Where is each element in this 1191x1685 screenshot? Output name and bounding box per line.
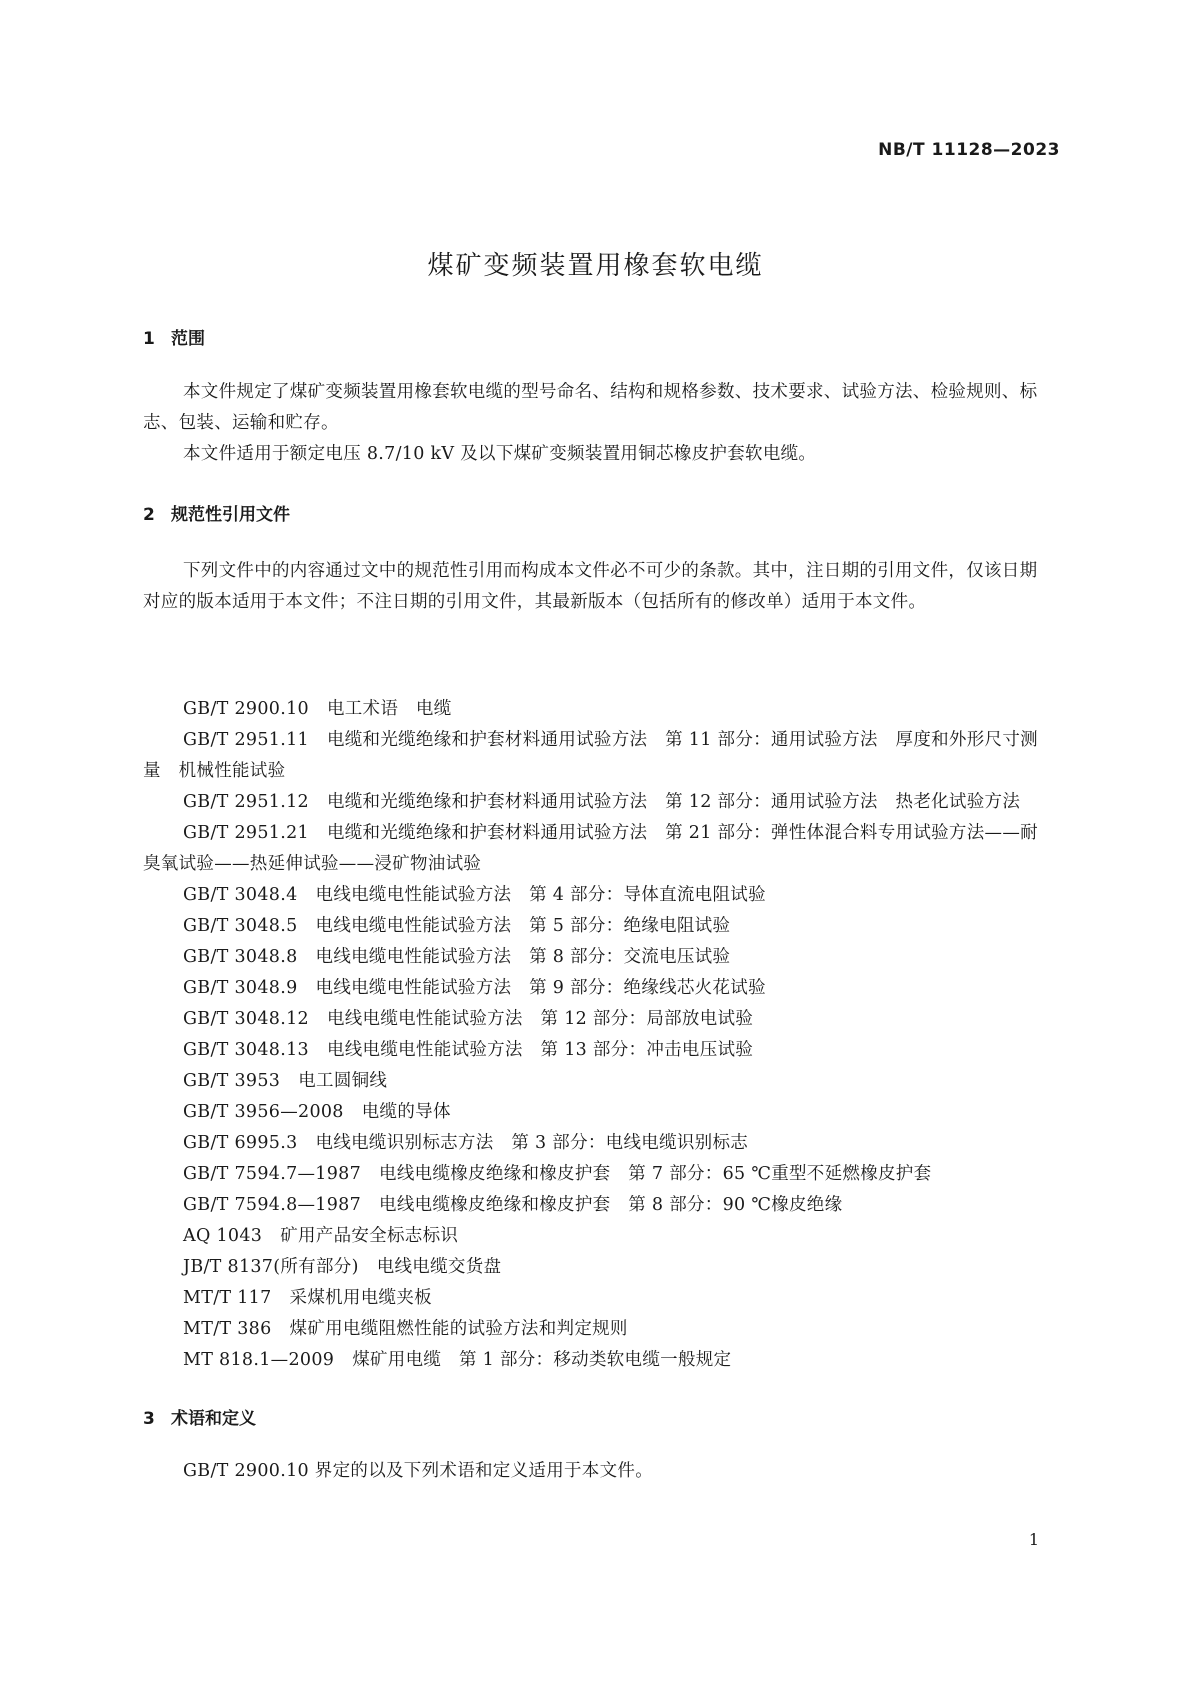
section-title: 规范性引用文件 xyxy=(171,505,290,525)
reference-code: MT/T 386 xyxy=(183,1319,272,1339)
reference-title: 电线电缆电性能试验方法 第 4 部分：导体直流电阻试验 xyxy=(315,885,766,905)
reference-item xyxy=(143,1221,1049,1252)
reference-code: GB/T 2900.10 xyxy=(183,699,309,719)
reference-title: 电线电缆电性能试验方法 第 9 部分：绝缘线芯火花试验 xyxy=(315,978,766,998)
reference-title: 电线电缆交货盘 xyxy=(376,1257,502,1277)
reference-item xyxy=(143,818,1049,880)
reference-title: 电线电缆电性能试验方法 第 13 部分：冲击电压试验 xyxy=(326,1040,754,1060)
reference-item xyxy=(143,1066,1049,1097)
reference-code: GB/T 3048.9 xyxy=(183,978,298,998)
section-heading-terms-definitions xyxy=(143,1404,256,1429)
document-title: 煤矿变频装置用橡套软电缆 xyxy=(427,251,764,281)
reference-title: 煤矿用电缆 第 1 部分：移动类软电缆一般规定 xyxy=(352,1350,732,1370)
reference-code: GB/T 7594.7—1987 xyxy=(183,1164,362,1184)
reference-item xyxy=(143,725,1049,787)
reference-code: GB/T 3048.13 xyxy=(183,1040,309,1060)
reference-item xyxy=(143,1097,1049,1128)
page-number: 1 xyxy=(1028,1530,1039,1549)
reference-item xyxy=(143,1159,1049,1190)
reference-title: 电缆和光缆绝缘和护套材料通用试验方法 第 21 部分：弹性体混合料专用试验方法——耐臭氧试验——热延伸试验——浸矿物油试验 xyxy=(143,823,1038,874)
reference-title: 电缆的导体 xyxy=(361,1102,451,1122)
reference-title: 电缆和光缆绝缘和护套材料通用试验方法 第 12 部分：通用试验方法 热老化试验方法 xyxy=(326,792,1021,812)
reference-code: GB/T 3048.12 xyxy=(183,1009,309,1029)
reference-code: GB/T 3956—2008 xyxy=(183,1102,344,1122)
reference-item xyxy=(143,1004,1049,1035)
reference-code: GB/T 2951.11 xyxy=(183,730,309,750)
reference-item xyxy=(143,942,1049,973)
section-heading-normative-references xyxy=(143,500,290,525)
reference-title: 电工圆铜线 xyxy=(298,1071,388,1091)
reference-title: 电线电缆橡皮绝缘和橡皮护套 第 7 部分：65 ℃重型不延燃橡皮护套 xyxy=(379,1164,932,1184)
reference-title: 电工术语 电缆 xyxy=(326,699,452,719)
reference-title: 采煤机用电缆夹板 xyxy=(289,1288,432,1308)
reference-list xyxy=(143,694,1049,1376)
reference-title: 电线电缆电性能试验方法 第 12 部分：局部放电试验 xyxy=(326,1009,754,1029)
reference-item xyxy=(143,694,1049,725)
reference-code: MT 818.1—2009 xyxy=(183,1350,335,1370)
reference-item xyxy=(143,1035,1049,1066)
section-title: 范围 xyxy=(171,329,205,349)
reference-title: 电线电缆电性能试验方法 第 5 部分：绝缘电阻试验 xyxy=(315,916,731,936)
reference-code: GB/T 3048.4 xyxy=(183,885,298,905)
reference-title: 电线电缆橡皮绝缘和橡皮护套 第 8 部分：90 ℃橡皮绝缘 xyxy=(379,1195,843,1215)
reference-code: GB/T 3048.5 xyxy=(183,916,298,936)
scope-paragraph-1: 本文件规定了煤矿变频装置用橡套软电缆的型号命名、结构和规格参数、技术要求、试验方法、检验规则、标志、包装、运输和贮存。 xyxy=(143,382,1038,433)
reference-item xyxy=(143,787,1049,818)
section-number: 3 xyxy=(143,1409,155,1429)
reference-title: 电线电缆电性能试验方法 第 8 部分：交流电压试验 xyxy=(315,947,731,967)
reference-item xyxy=(143,911,1049,942)
reference-item xyxy=(143,1283,1049,1314)
reference-code: GB/T 6995.3 xyxy=(183,1133,298,1153)
reference-item xyxy=(143,973,1049,1004)
reference-code: GB/T 3048.8 xyxy=(183,947,298,967)
reference-item xyxy=(143,1252,1049,1283)
scope-paragraph-2: 本文件适用于额定电压 8.7/10 kV 及以下煤矿变频装置用铜芯橡皮护套软电缆。 xyxy=(183,444,817,464)
reference-title: 电缆和光缆绝缘和护套材料通用试验方法 第 11 部分：通用试验方法 厚度和外形尺寸测量 机械性能试验 xyxy=(143,730,1038,781)
reference-code: GB/T 2951.12 xyxy=(183,792,309,812)
reference-code: MT/T 117 xyxy=(183,1288,272,1308)
section-number: 1 xyxy=(143,329,155,349)
reference-code: JB/T 8137(所有部分) xyxy=(183,1257,359,1277)
reference-code: GB/T 7594.8—1987 xyxy=(183,1195,362,1215)
section-heading-scope xyxy=(143,324,205,349)
reference-title: 矿用产品安全标志标识 xyxy=(280,1226,459,1246)
reference-code: GB/T 3953 xyxy=(183,1071,281,1091)
terms-paragraph: GB/T 2900.10 界定的以及下列术语和定义适用于本文件。 xyxy=(183,1461,653,1481)
standard-number: NB/T 11128—2023 xyxy=(878,140,1060,160)
reference-item xyxy=(143,1345,1049,1376)
reference-item xyxy=(143,1190,1049,1221)
reference-item xyxy=(143,1128,1049,1159)
section-number: 2 xyxy=(143,505,155,525)
reference-code: AQ 1043 xyxy=(183,1226,263,1246)
reference-code: GB/T 2951.21 xyxy=(183,823,309,843)
reference-title: 电线电缆识别标志方法 第 3 部分：电线电缆识别标志 xyxy=(315,1133,749,1153)
references-intro-paragraph: 下列文件中的内容通过文中的规范性引用而构成本文件必不可少的条款。其中，注日期的引用文件，仅该日期对应的版本适用于本文件；不注日期的引用文件，其最新版本（包括所有的修改单）适用于本文件。 xyxy=(143,561,1038,612)
reference-item xyxy=(143,1314,1049,1345)
reference-item xyxy=(143,880,1049,911)
reference-title: 煤矿用电缆阻燃性能的试验方法和判定规则 xyxy=(289,1319,628,1339)
section-title: 术语和定义 xyxy=(171,1409,256,1429)
